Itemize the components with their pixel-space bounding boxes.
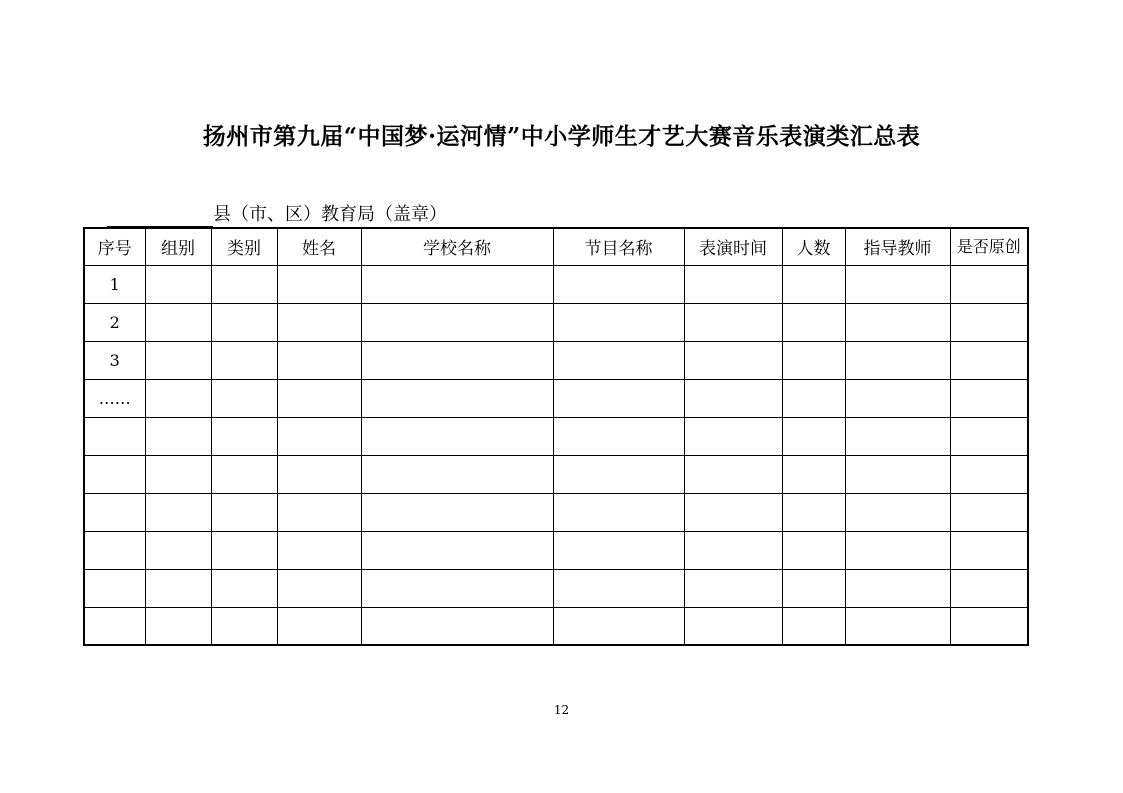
table-cell-school (361, 341, 553, 379)
table-row (84, 379, 1028, 417)
table-cell-instructor (845, 531, 950, 569)
table-cell-program (553, 455, 684, 493)
table-cell-seq (84, 455, 145, 493)
table-cell-headcount (782, 303, 845, 341)
table-row (84, 569, 1028, 607)
col-header-name: 姓名 (277, 228, 361, 265)
table-cell-school (361, 493, 553, 531)
table-cell-original (950, 265, 1028, 303)
table-cell-name (277, 531, 361, 569)
table-cell-headcount (782, 455, 845, 493)
table-cell-original (950, 455, 1028, 493)
table-cell-group (145, 569, 211, 607)
col-header-category: 类别 (211, 228, 277, 265)
table-cell-category (211, 493, 277, 531)
table-cell-program (553, 303, 684, 341)
table-cell-school (361, 417, 553, 455)
table-cell-duration (684, 569, 782, 607)
table-cell-name (277, 265, 361, 303)
county-seal-line (107, 199, 447, 227)
table-cell-seq (84, 607, 145, 645)
county-seal-label: 县（市、区）教育局（盖章） (213, 204, 447, 225)
table-cell-program (553, 341, 684, 379)
county-blank-underline (107, 202, 213, 227)
table-cell-instructor (845, 417, 950, 455)
table-cell-category (211, 607, 277, 645)
table-row (84, 417, 1028, 455)
col-header-original: 是否原创 (950, 228, 1028, 265)
table-cell-school (361, 531, 553, 569)
table-cell-original (950, 607, 1028, 645)
table-cell-seq: 2 (84, 303, 145, 341)
table-cell-school (361, 303, 553, 341)
document-title: 扬州市第九届“中国梦·运河情”中小学师生才艺大赛音乐表演类汇总表 (202, 123, 921, 150)
page-number: 12 (553, 703, 570, 717)
summary-table (83, 227, 1029, 646)
table-cell-name (277, 417, 361, 455)
table-cell-seq (84, 569, 145, 607)
table-cell-school (361, 607, 553, 645)
table-cell-duration (684, 341, 782, 379)
table-cell-name (277, 493, 361, 531)
table-cell-program (553, 265, 684, 303)
table-cell-instructor (845, 455, 950, 493)
table-cell-headcount (782, 265, 845, 303)
col-header-group: 组别 (145, 228, 211, 265)
table-row (84, 455, 1028, 493)
table-cell-headcount (782, 417, 845, 455)
table-cell-instructor (845, 493, 950, 531)
table-cell-name (277, 569, 361, 607)
table-cell-seq: 1 (84, 265, 145, 303)
table-cell-duration (684, 531, 782, 569)
table-cell-duration (684, 493, 782, 531)
table-cell-original (950, 531, 1028, 569)
table-cell-school (361, 569, 553, 607)
table-cell-headcount (782, 379, 845, 417)
table-row (84, 607, 1028, 645)
table-cell-program (553, 493, 684, 531)
table-cell-group (145, 265, 211, 303)
table-cell-program (553, 531, 684, 569)
table-cell-duration (684, 417, 782, 455)
table-cell-instructor (845, 607, 950, 645)
table-cell-seq (84, 417, 145, 455)
table-cell-name (277, 455, 361, 493)
table-cell-instructor (845, 341, 950, 379)
table-cell-instructor (845, 265, 950, 303)
col-header-school: 学校名称 (361, 228, 553, 265)
table-cell-category (211, 417, 277, 455)
table-cell-original (950, 303, 1028, 341)
table-cell-category (211, 455, 277, 493)
table-cell-seq: 3 (84, 341, 145, 379)
table-cell-group (145, 417, 211, 455)
table-cell-category (211, 303, 277, 341)
table-row (84, 493, 1028, 531)
table-cell-group (145, 379, 211, 417)
table-cell-group (145, 607, 211, 645)
table-cell-group (145, 455, 211, 493)
table-cell-original (950, 569, 1028, 607)
table-cell-duration (684, 607, 782, 645)
table-cell-group (145, 341, 211, 379)
table-cell-school (361, 379, 553, 417)
table-cell-school (361, 265, 553, 303)
table-cell-seq (84, 531, 145, 569)
table-cell-headcount (782, 341, 845, 379)
table-row (84, 341, 1028, 379)
col-header-instructor: 指导教师 (845, 228, 950, 265)
table-cell-headcount (782, 607, 845, 645)
table-cell-category (211, 265, 277, 303)
table-cell-duration (684, 455, 782, 493)
table-cell-group (145, 531, 211, 569)
table-cell-headcount (782, 531, 845, 569)
table-row (84, 531, 1028, 569)
table-cell-headcount (782, 493, 845, 531)
col-header-program: 节目名称 (553, 228, 684, 265)
table-row (84, 265, 1028, 303)
table-cell-group (145, 493, 211, 531)
table-cell-category (211, 569, 277, 607)
table-cell-original (950, 493, 1028, 531)
table-cell-original (950, 341, 1028, 379)
table-cell-original (950, 379, 1028, 417)
table-cell-instructor (845, 569, 950, 607)
col-header-seq: 序号 (84, 228, 145, 265)
table-cell-duration (684, 265, 782, 303)
table-cell-category (211, 379, 277, 417)
col-header-headcount: 人数 (782, 228, 845, 265)
table-cell-program (553, 607, 684, 645)
table-row (84, 303, 1028, 341)
table-cell-seq (84, 493, 145, 531)
table-cell-duration (684, 379, 782, 417)
table-cell-name (277, 341, 361, 379)
table-cell-original (950, 417, 1028, 455)
table-cell-instructor (845, 303, 950, 341)
table-cell-school (361, 455, 553, 493)
table-cell-name (277, 303, 361, 341)
table-cell-program (553, 379, 684, 417)
table-cell-instructor (845, 379, 950, 417)
table-cell-headcount (782, 569, 845, 607)
table-cell-duration (684, 303, 782, 341)
table-cell-name (277, 607, 361, 645)
table-cell-seq: …… (84, 379, 145, 417)
table-cell-program (553, 417, 684, 455)
table-cell-category (211, 341, 277, 379)
table-cell-category (211, 531, 277, 569)
col-header-duration: 表演时间 (684, 228, 782, 265)
table-cell-program (553, 569, 684, 607)
table-cell-name (277, 379, 361, 417)
table-cell-group (145, 303, 211, 341)
table-header-row (84, 228, 1028, 265)
